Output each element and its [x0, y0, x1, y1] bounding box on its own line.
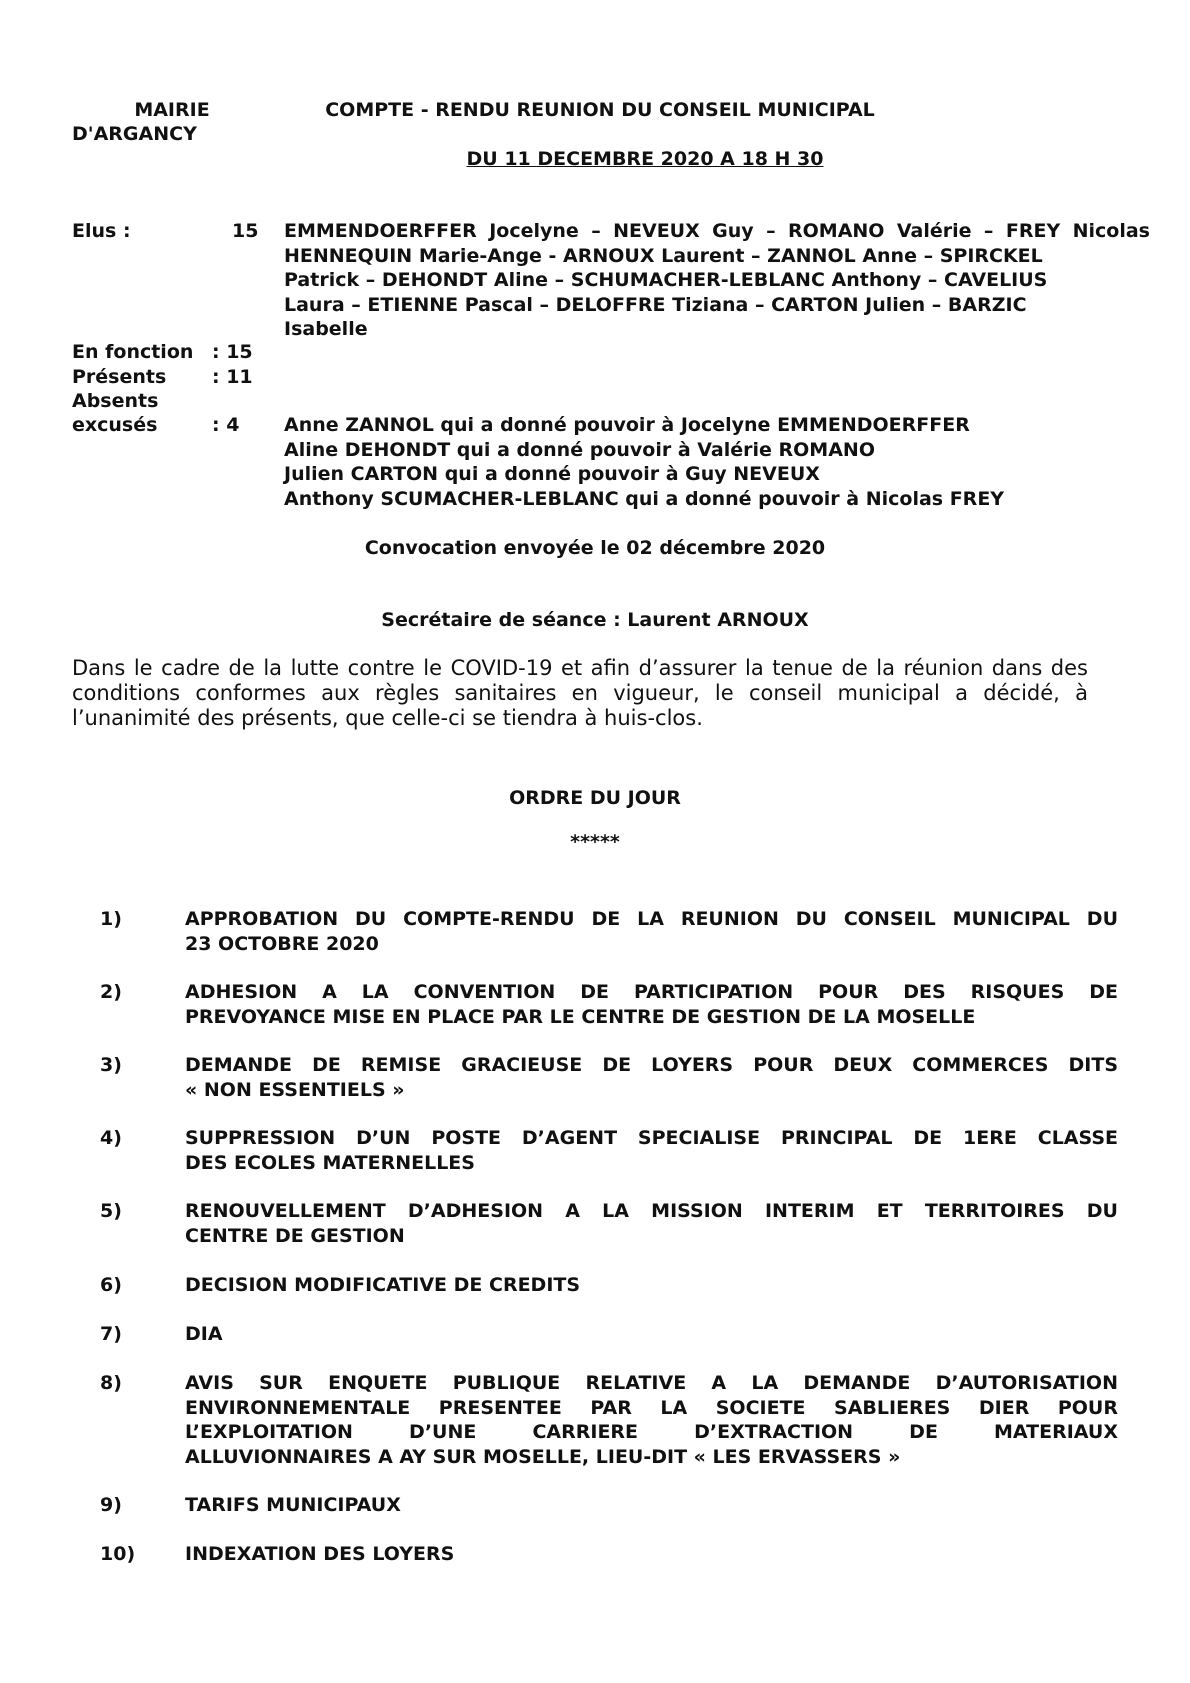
- agenda-item-number: 5): [100, 1200, 122, 1222]
- agenda-line: ALLUVIONNAIRES A AY SUR MOSELLE, LIEU-DIT « LES ERVASSERS »: [185, 1445, 901, 1468]
- elus-names-line: Laura – ETIENNE Pascal – DELOFFRE Tiziana – CARTON Julien – BARZIC: [284, 293, 1027, 316]
- agenda-item-text: [185, 907, 1118, 956]
- agenda-item-number: 9): [100, 1494, 122, 1516]
- en-fonction-label: En fonction: [72, 341, 194, 363]
- agenda-item-text: [185, 1493, 1118, 1518]
- agenda-line: ENVIRONNEMENTALE PRESENTEE PAR LA SOCIETE SABLIERES DIER POUR: [185, 1396, 1118, 1419]
- agenda-line: RENOUVELLEMENT D’ADHESION A LA MISSION INTERIM ET TERRITOIRES DU: [185, 1200, 1118, 1222]
- excuses-label: excusés: [72, 414, 158, 436]
- secretaire-seance: Secrétaire de séance : Laurent ARNOUX: [381, 609, 809, 631]
- mairie-name: [72, 98, 272, 146]
- agenda-item-number: 2): [100, 981, 122, 1003]
- agenda-item-number: 1): [100, 908, 122, 930]
- agenda-line: 23 OCTOBRE 2020: [185, 932, 379, 955]
- agenda-line: DIA: [185, 1323, 223, 1345]
- proxy-line: Aline DEHONDT qui a donné pouvoir à Valérie ROMANO: [284, 438, 875, 461]
- presents-label: Présents: [72, 366, 167, 388]
- agenda-item-text: [185, 1322, 1118, 1347]
- mairie-line-1: MAIRIE: [134, 99, 210, 121]
- ordre-du-jour-title: ORDRE DU JOUR: [509, 787, 681, 809]
- agenda-item-text: [185, 1053, 1118, 1102]
- agenda-item-text: [185, 1371, 1118, 1469]
- agenda-item-number: 10): [100, 1543, 136, 1565]
- separator-stars: *****: [570, 831, 620, 853]
- agenda-line: DEMANDE DE REMISE GRACIEUSE DE LOYERS POUR DEUX COMMERCES DITS: [185, 1054, 1118, 1076]
- elus-names-line: Patrick – DEHONDT Aline – SCHUMACHER-LEBLANC Anthony – CAVELIUS: [284, 269, 1048, 291]
- agenda-item-text: [185, 1273, 1118, 1298]
- agenda-item-number: 7): [100, 1323, 122, 1345]
- agenda-line: TARIFS MUNICIPAUX: [185, 1494, 401, 1516]
- agenda-line: AVIS SUR ENQUETE PUBLIQUE RELATIVE A LA DEMANDE D’AUTORISATION: [185, 1372, 1118, 1394]
- agenda-line: DECISION MODIFICATIVE DE CREDITS: [185, 1274, 581, 1296]
- agenda-line: PREVOYANCE MISE EN PLACE PAR LE CENTRE DE GESTION DE LA MOSELLE: [185, 1005, 976, 1028]
- agenda-item-number: 6): [100, 1274, 122, 1296]
- meeting-date: DU 11 DECEMBRE 2020 A 18 H 30: [466, 148, 824, 170]
- agenda-line: INDEXATION DES LOYERS: [185, 1543, 455, 1565]
- elus-names-line: HENNEQUIN Marie-Ange - ARNOUX Laurent – ZANNOL Anne – SPIRCKEL: [284, 244, 1043, 267]
- elus-names-line: Isabelle: [284, 318, 368, 340]
- presents-count: : 11: [212, 366, 253, 388]
- agenda-line: L’EXPLOITATION D’UNE CARRIERE D’EXTRACTION DE MATERIAUX: [185, 1421, 1118, 1443]
- en-fonction-count: : 15: [212, 341, 253, 363]
- agenda-line: SUPPRESSION D’UN POSTE D’AGENT SPECIALISE PRINCIPAL DE 1ERE CLASSE: [185, 1127, 1118, 1149]
- agenda-item-number: 8): [100, 1372, 122, 1394]
- agenda-line: APPROBATION DU COMPTE-RENDU DE LA REUNION DU CONSEIL MUNICIPAL DU: [185, 908, 1118, 930]
- absents-label: Absents: [72, 390, 159, 412]
- elus-count: 15: [232, 220, 259, 242]
- proxy-line: Anthony SCUMACHER-LEBLANC qui a donné pouvoir à Nicolas FREY: [284, 487, 1005, 510]
- proxy-line: Julien CARTON qui a donné pouvoir à Guy NEVEUX: [284, 463, 820, 485]
- proxy-line: Anne ZANNOL qui a donné pouvoir à Jocelyne EMMENDOERFFER: [284, 414, 970, 436]
- agenda-item-text: [185, 1126, 1118, 1175]
- agenda-line: DES ECOLES MATERNELLES: [185, 1151, 475, 1174]
- convocation-date: Convocation envoyée le 02 décembre 2020: [364, 537, 826, 559]
- agenda-line: ADHESION A LA CONVENTION DE PARTICIPATION POUR DES RISQUES DE: [185, 981, 1118, 1003]
- document-title: COMPTE - RENDU REUNION DU CONSEIL MUNICIPAL: [325, 99, 875, 121]
- agenda-item-number: 4): [100, 1127, 122, 1149]
- elus-label: Elus :: [72, 220, 131, 242]
- agenda-item-text: [185, 1542, 1118, 1567]
- elus-names-line: EMMENDOERFFER Jocelyne – NEVEUX Guy – ROMANO Valérie – FREY Nicolas: [284, 220, 1150, 242]
- agenda-item-number: 3): [100, 1054, 122, 1076]
- mairie-line-2: D'ARGANCY: [72, 123, 197, 145]
- elus-names: [284, 219, 1150, 342]
- covid-intro-paragraph: Dans le cadre de la lutte contre le COVID-19 et afin d’assurer la tenue de la réunion dans des conditions conformes aux règles sanitaires en vigueur, le conseil municipal a décidé, à l’unanimité des présents, que celle-ci se tiendra à huis-clos.: [72, 656, 1088, 730]
- absents-details: [284, 413, 1150, 511]
- agenda-item-text: [185, 1199, 1118, 1248]
- agenda-item-text: [185, 980, 1118, 1029]
- agenda-line: « NON ESSENTIELS »: [185, 1078, 405, 1101]
- agenda-line: CENTRE DE GESTION: [185, 1224, 405, 1247]
- absents-count: : 4: [212, 414, 240, 436]
